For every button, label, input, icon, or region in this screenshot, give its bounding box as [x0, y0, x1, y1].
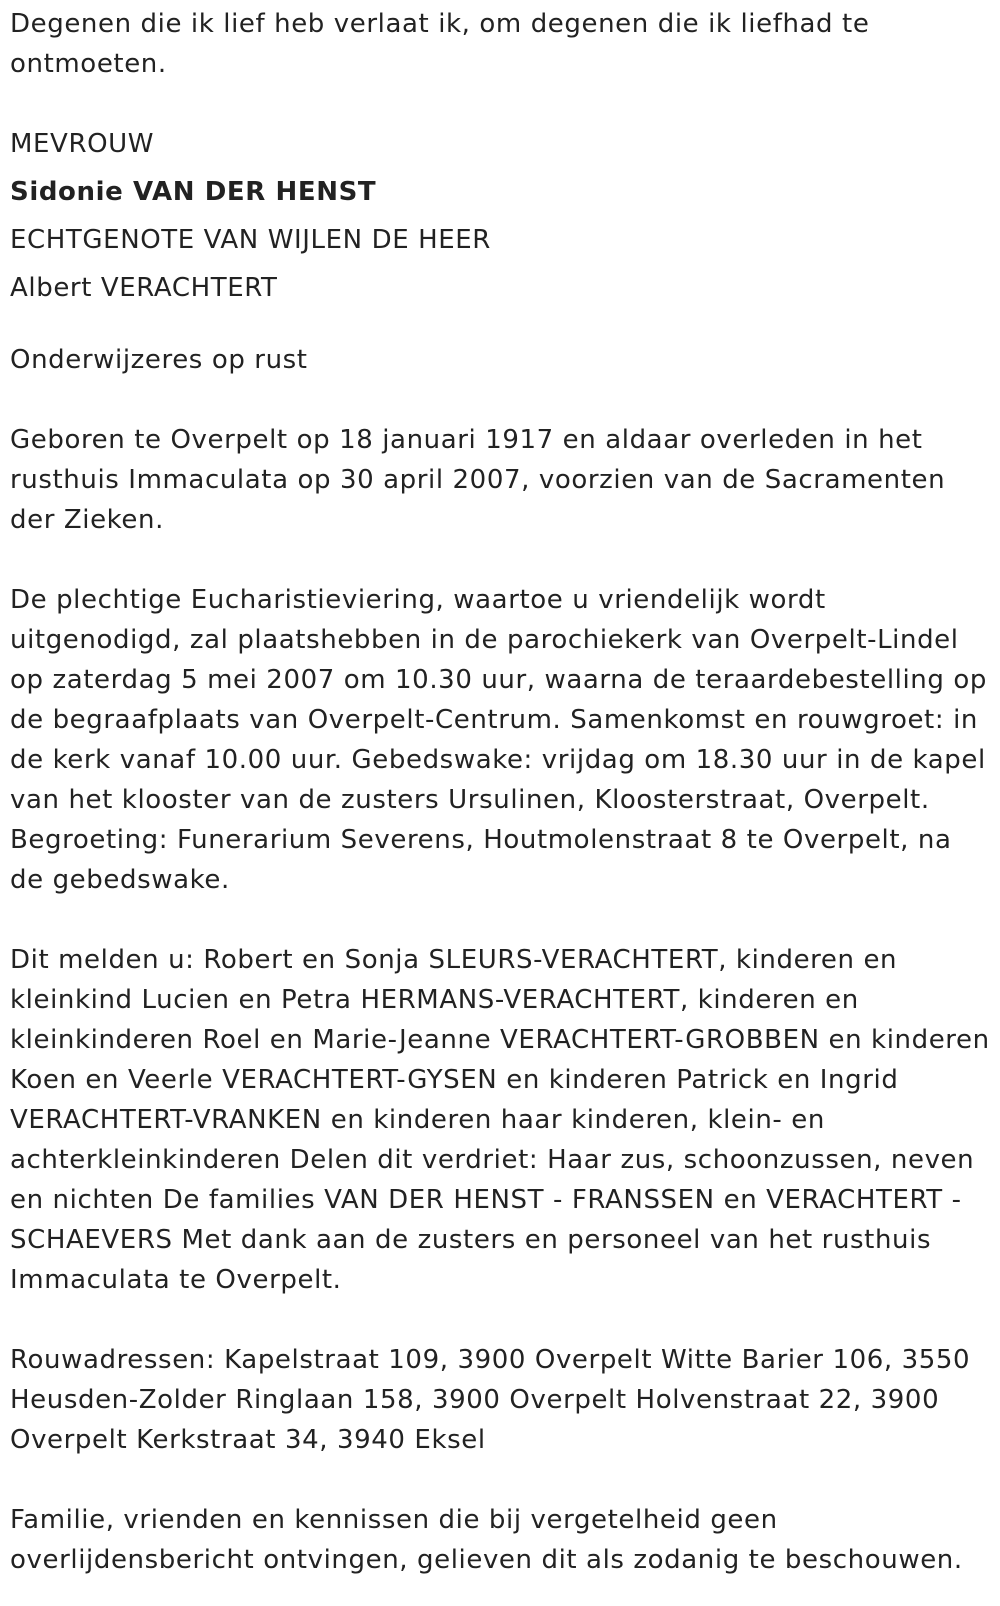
- spouse-name: Albert VERACHTERT: [10, 273, 278, 303]
- birth-death-paragraph: Geboren te Overpelt op 18 januari 1917 en aldaar overleden in het rusthuis Immaculata op 30 april 2007, voorzien van de Sacramenten der Zieken.: [10, 425, 946, 535]
- opening-quote: Degenen die ik lief heb verlaat ik, om degenen die ik liefhad te ontmoeten.: [10, 9, 870, 79]
- deceased-name: Sidonie VAN DER HENST: [10, 177, 377, 207]
- profession: Onderwijzeres op rust: [10, 345, 308, 375]
- addresses-paragraph: Rouwadressen: Kapelstraat 109, 3900 Overpelt Witte Barier 106, 3550 Heusden-Zolder Ringlaan 158, 3900 Overpelt Holvenstraat 22, 3900 Overpelt Kerkstraat 34, 3940 Eksel: [10, 1345, 971, 1455]
- deceased-header: [10, 124, 990, 308]
- relation-line: ECHTGENOTE VAN WIJLEN DE HEER: [10, 225, 491, 255]
- closing-paragraph: Familie, vrienden en kennissen die bij vergetelheid geen overlijdensbericht ontvingen, gelieven dit als zodanig te beschouwen.: [10, 1505, 963, 1575]
- title-prefix: MEVROUW: [10, 129, 155, 159]
- ceremony-paragraph: De plechtige Eucharistieviering, waartoe u vriendelijk wordt uitgenodigd, zal plaatshebben in de parochiekerk van Overpelt-Lindel op zaterdag 5 mei 2007 om 10.30 uur, waarna de teraardebestelling op de begraafplaats van Overpelt-Centrum. Samenkomst en rouwgroet: in de kerk vanaf 10.00 uur. Gebedswake: vrijdag om 18.30 uur in de kapel van het klooster van de zusters Ursulinen, Kloosterstraat, Overpelt. Begroeting: Funerarium Severens, Houtmolenstraat 8 te Overpelt, na de gebedswake.: [10, 585, 987, 895]
- announcement-paragraph: Dit melden u: Robert en Sonja SLEURS-VERACHTERT, kinderen en kleinkind Lucien en Petra HERMANS-VERACHTERT, kinderen en kleinkinderen Roel en Marie-Jeanne VERACHTERT-GROBBEN en kinderen Koen en Veerle VERACHTERT-GYSEN en kinderen Patrick en Ingrid VERACHTERT-VRANKEN en kinderen haar kinderen, klein- en achterkleinkinderen Delen dit verdriet: Haar zus, schoonzussen, neven en nichten De families VAN DER HENST - FRANSSEN en VERACHTERT - SCHAEVERS Met dank aan de zusters en personeel van het rusthuis Immaculata te Overpelt.: [10, 945, 990, 1295]
